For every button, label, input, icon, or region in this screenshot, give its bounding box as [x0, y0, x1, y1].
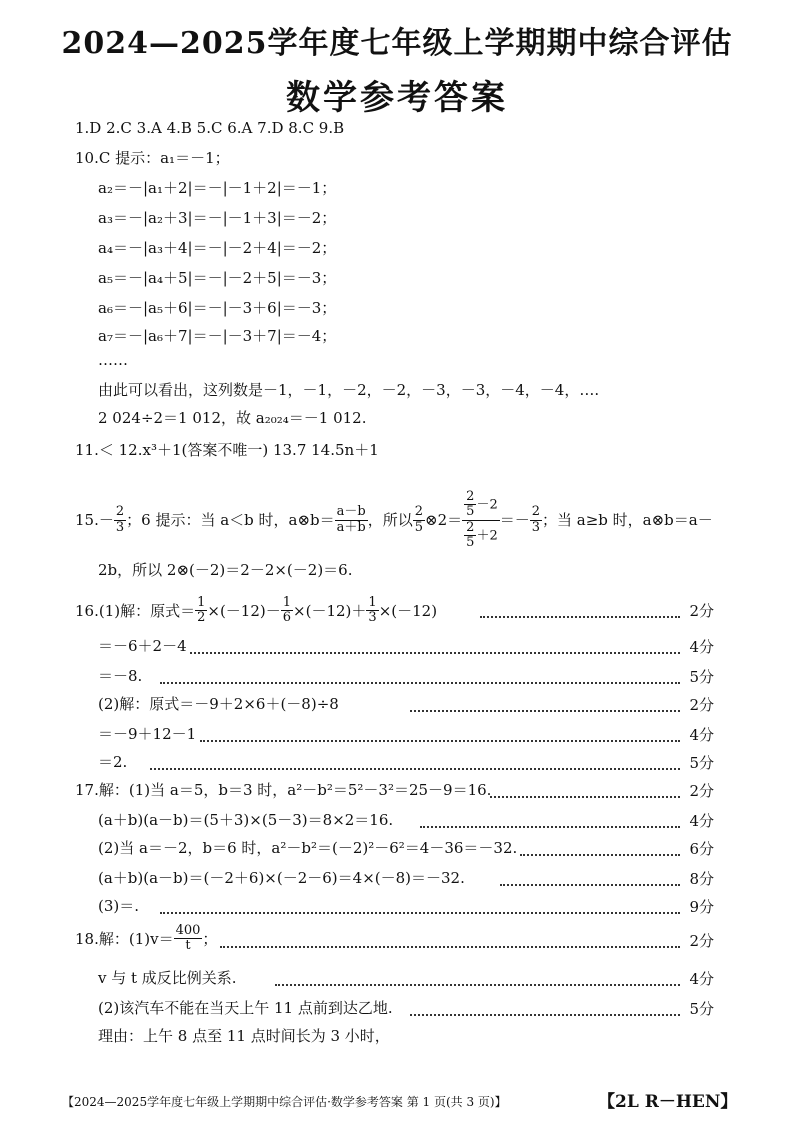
- q17-step: (a＋b)(a－b)＝(5＋3)×(5－3)＝8×2＝16.: [98, 811, 394, 829]
- q16-line1: [75, 596, 437, 626]
- numerator: 1: [368, 595, 377, 610]
- numerator: 1: [282, 595, 292, 610]
- score: 5分: [689, 668, 714, 686]
- denominator: 3: [368, 610, 377, 626]
- q11-14-answers: 11.＜ 12.x³＋1(答案不唯一) 13.7 14.5n＋1: [75, 441, 379, 459]
- q16-step: ＝2.: [98, 753, 128, 771]
- score: 8分: [689, 870, 714, 888]
- q16-text: 16.(1)解：原式＝: [75, 601, 196, 620]
- fraction: [464, 490, 476, 520]
- fraction: [335, 505, 368, 535]
- dotted-leader: [520, 854, 680, 856]
- denominator: 3: [115, 519, 125, 535]
- numerator: 1: [197, 595, 206, 610]
- dotted-leader: [220, 946, 680, 948]
- fraction: [114, 505, 126, 535]
- q10-step: a₃＝－|a₂＋3|＝－|－1＋3|＝－2；: [98, 209, 337, 227]
- q15-text: ；6 提示：当 a＜b 时，a⊗b＝: [126, 511, 335, 530]
- dotted-leader: [200, 740, 680, 742]
- numerator: 2: [414, 504, 424, 520]
- denominator: a＋b: [336, 519, 366, 535]
- fraction: [464, 521, 476, 551]
- q18-step: v 与 t 成反比例关系.: [98, 969, 237, 987]
- q16-step: ＝－8.: [98, 667, 143, 685]
- q15-text: ⊗2＝: [425, 511, 463, 530]
- score: 5分: [689, 1000, 714, 1018]
- score: 2分: [689, 932, 714, 950]
- numerator: 2: [466, 519, 475, 535]
- numerator: a－b: [336, 504, 366, 520]
- score: 9分: [689, 898, 714, 916]
- q17-step: (a＋b)(a－b)＝(－2＋6)×(－2－6)＝4×(－8)＝－32.: [98, 869, 465, 887]
- fraction: [413, 505, 425, 535]
- fraction: [530, 505, 542, 535]
- dotted-leader: [410, 710, 680, 712]
- q15-text: ＝－: [499, 511, 530, 530]
- numerator: 400: [175, 923, 201, 938]
- q16-text: ×(－12)－: [207, 601, 281, 620]
- score: 5分: [689, 754, 714, 772]
- denominator: 5: [466, 534, 475, 550]
- dotted-leader: [160, 912, 680, 914]
- score: 4分: [689, 726, 714, 744]
- dotted-leader: [490, 796, 680, 798]
- dotted-leader: [160, 682, 680, 684]
- q18-line1: [75, 924, 217, 954]
- denominator: 3: [531, 519, 541, 535]
- numerator: 2: [466, 489, 475, 504]
- q15-line1: [75, 490, 713, 550]
- compound-numerator: [462, 490, 500, 521]
- score: 4分: [689, 812, 714, 830]
- q10-first: a₁＝－1；: [160, 149, 230, 167]
- denominator: 5: [466, 504, 475, 520]
- numerator: 2: [115, 504, 125, 520]
- q10-conclusion: 由此可以看出，这列数是－1，－1，－2，－2，－3，－3，－4，－4，….: [98, 381, 600, 399]
- denominator: 6: [282, 610, 292, 626]
- q10-step: a₇＝－|a₆＋7|＝－|－3＋7|＝－4；: [98, 327, 337, 345]
- dotted-leader: [410, 1014, 680, 1016]
- score: 4分: [689, 970, 714, 988]
- q17-step: (2)当 a＝－2，b＝6 时，a²－b²＝(－2)²－6²＝4－36＝－32.: [98, 839, 518, 857]
- multiple-choice-answers: 1.D 2.C 3.A 4.B 5.C 6.A 7.D 8.C 9.B: [75, 119, 345, 137]
- q10-head: [75, 148, 230, 168]
- tail: ＋2: [476, 527, 498, 543]
- q18-step: (2)该汽车不能在当天上午 11 点前到达乙地.: [98, 999, 393, 1017]
- q15-text: ，所以: [367, 511, 413, 530]
- score: 2分: [689, 602, 714, 620]
- q16-step: ＝－9＋12－1: [98, 725, 197, 743]
- fraction: [366, 596, 378, 626]
- q18-step: 理由：上午 8 点至 11 点时间长为 3 小时，: [98, 1027, 390, 1045]
- q16-text: ×(－12)＋: [293, 601, 367, 620]
- fraction: [281, 596, 293, 626]
- score: 6分: [689, 840, 714, 858]
- tail: －2: [476, 497, 498, 513]
- q15-label: 15.－: [75, 511, 114, 530]
- q18-text: ；: [202, 929, 218, 948]
- q10-step: a₅＝－|a₄＋5|＝－|－2＋5|＝－3；: [98, 269, 337, 287]
- score: 4分: [689, 638, 714, 656]
- numerator: 2: [531, 504, 541, 520]
- dotted-leader: [500, 884, 680, 886]
- dotted-leader: [420, 826, 680, 828]
- dotted-leader: [480, 616, 680, 618]
- compound-denominator: [462, 521, 500, 551]
- score: 2分: [689, 782, 714, 800]
- q15-line2: 2b，所以 2⊗(－2)＝2－2×(－2)＝6.: [98, 561, 353, 579]
- q10-ellipsis: ……: [98, 351, 128, 369]
- q10-step: a₂＝－|a₁＋2|＝－|－1＋2|＝－1；: [98, 179, 337, 197]
- page-subtitle: 数学参考答案: [286, 78, 508, 118]
- page-title: 2024—2025学年度七年级上学期期中综合评估: [61, 26, 733, 61]
- q16-text: ×(－12): [378, 601, 438, 620]
- dotted-leader: [275, 984, 680, 986]
- fraction: [195, 596, 207, 626]
- q18-text: 18.解：(1)v＝: [75, 929, 174, 948]
- q17-step: (3)＝.: [98, 897, 140, 915]
- denominator: t: [185, 938, 191, 954]
- q10-step: a₄＝－|a₃＋4|＝－|－2＋4|＝－2；: [98, 239, 337, 257]
- dotted-leader: [190, 652, 680, 654]
- compound-fraction: [462, 490, 500, 550]
- dotted-leader: [150, 768, 680, 770]
- q10-result: 2 024÷2＝1 012，故 a₂₀₂₄＝－1 012.: [98, 409, 367, 427]
- denominator: 2: [197, 610, 206, 626]
- footer-text: 【2024—2025学年度七年级上学期期中综合评估·数学参考答案 第 1 页(共 3 页)】: [62, 1095, 507, 1109]
- q10-label: 10.C 提示：: [75, 149, 161, 167]
- score: 2分: [689, 696, 714, 714]
- denominator: 5: [414, 519, 424, 535]
- q17-step: 17.解：(1)当 a＝5，b＝3 时，a²－b²＝5²－3²＝25－9＝16.: [75, 781, 492, 799]
- q16-step: (2)解：原式＝－9＋2×6＋(－8)÷8: [98, 695, 339, 713]
- q15-text: ；当 a≥b 时，a⊗b＝a－: [542, 511, 713, 530]
- q16-step: ＝－6＋2－4: [98, 637, 187, 655]
- q10-step: a₆＝－|a₅＋6|＝－|－3＋6|＝－3；: [98, 299, 337, 317]
- fraction: [174, 924, 203, 954]
- document-code: 【2L R－HEN】: [598, 1092, 738, 1112]
